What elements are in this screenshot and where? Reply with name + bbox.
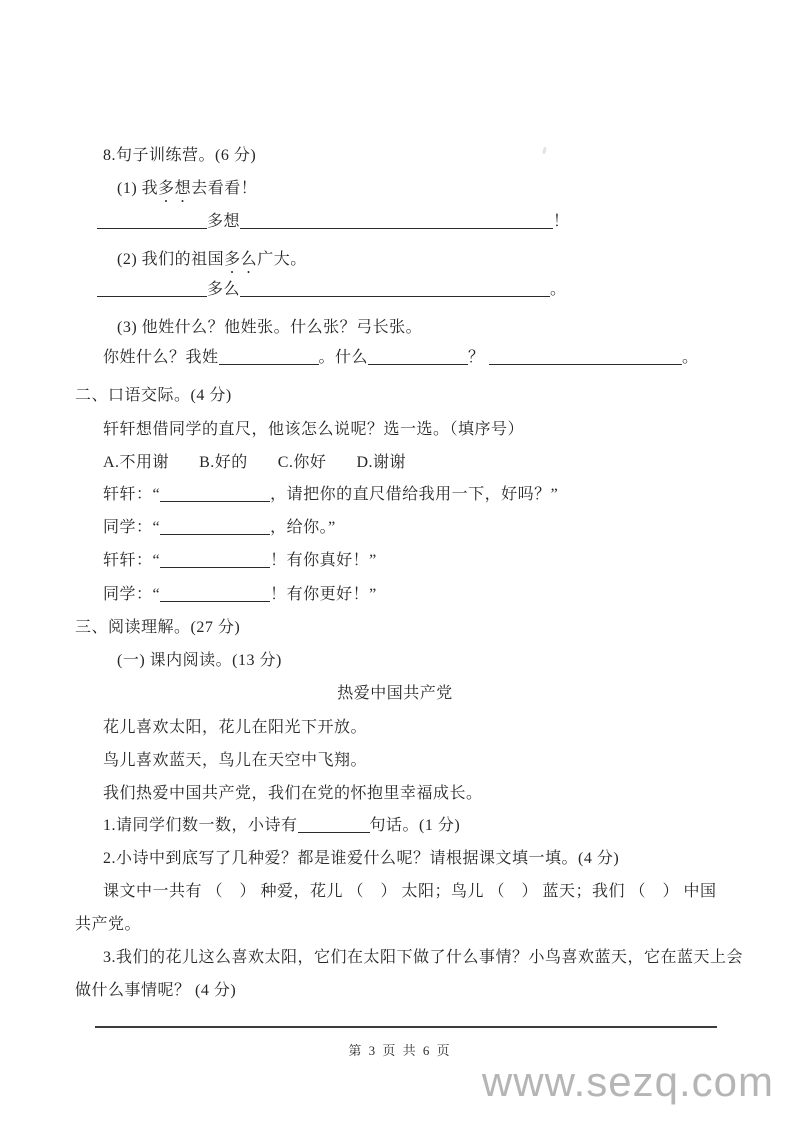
- text-segment: 课文中一共有 （ ） 种爱，花儿 （ ） 太阳；鸟儿 （ ） 蓝天；我们 （ ） 中国: [103, 883, 717, 900]
- line-sec3-sub: [117, 649, 282, 673]
- text-segment: 。: [550, 281, 567, 298]
- answer-blank: [240, 212, 553, 229]
- line-q8-3-fill: [103, 346, 699, 370]
- text-segment: (3) 他姓什么？他姓张。什么张？弓长张。: [117, 319, 423, 336]
- text-segment: 花儿喜欢太阳，花儿在阳光下开放。: [103, 719, 368, 736]
- answer-blank: [219, 348, 319, 365]
- footer-divider: [95, 1026, 717, 1028]
- text-segment: 做什么事情呢？ (4 分): [75, 982, 237, 999]
- text-segment: 1.请同学们数一数，小诗有: [103, 817, 298, 834]
- text-segment: 同学：“: [103, 586, 161, 603]
- line-q2-fill: [103, 880, 717, 904]
- text-segment: D.谢谢: [356, 454, 406, 471]
- scan-artifact-speck: [542, 147, 547, 155]
- answer-blank: [160, 585, 270, 602]
- text-segment: 鸟儿喜欢蓝天，鸟儿在天空中飞翔。: [103, 752, 368, 769]
- line-poem3: [103, 782, 483, 806]
- text-segment: ，请把你的直尺借给我用一下，好吗？”: [270, 486, 559, 503]
- text-segment: 二、口语交际。(4 分): [75, 387, 232, 404]
- text-segment: A.不用谢: [103, 454, 170, 471]
- text-segment: 。什么: [318, 349, 369, 366]
- line-poem-title: [75, 682, 715, 706]
- line-poem2: [103, 749, 367, 773]
- answer-blank: [160, 485, 270, 502]
- line-sec3-header: [75, 616, 240, 640]
- text-segment: 我们热爱中国共产党，我们在党的怀抱里幸福成长。: [103, 785, 483, 802]
- text-segment: 。: [682, 349, 699, 366]
- text-segment: 多想: [207, 213, 241, 230]
- text-segment: ！有你更好！”: [270, 586, 377, 603]
- line-d3: [103, 549, 377, 573]
- line-d4: [103, 583, 377, 607]
- text-segment: ？: [468, 349, 490, 366]
- text-segment: ，给你。”: [270, 519, 336, 536]
- line-options: [103, 451, 436, 475]
- text-segment: 句话。(1 分): [369, 817, 461, 834]
- answer-blank: [368, 348, 468, 365]
- text-segment: (一) 课内阅读。(13 分): [117, 652, 282, 669]
- line-q8-3: [117, 316, 422, 340]
- site-watermark: www.sezq.com: [481, 1058, 774, 1105]
- text-segment: 多么: [207, 281, 241, 298]
- text-segment: 多么: [224, 251, 258, 268]
- answer-blank: [97, 280, 207, 297]
- text-segment: 同学：“: [103, 519, 161, 536]
- line-poem1: [103, 716, 367, 740]
- text-segment: 多想: [158, 180, 192, 197]
- answer-blank: [240, 280, 550, 297]
- text-segment: (1) 我: [117, 180, 159, 197]
- text-segment: 2.小诗中到底写了几种爱？都是谁爱什么呢？请根据课文填一填。(4 分): [103, 850, 620, 867]
- line-q3b: [75, 979, 236, 1003]
- answer-blank: [97, 212, 207, 229]
- text-segment: 你姓什么？我姓: [103, 349, 219, 366]
- line-d1: [103, 483, 558, 507]
- text-segment: 8.句子训练营。(6 分): [103, 147, 257, 164]
- line-q8-2-fill: [97, 278, 567, 302]
- text-segment: ！: [553, 213, 570, 230]
- line-d2: [103, 516, 336, 540]
- text-segment: 共产党。: [75, 916, 142, 933]
- text-segment: 轩轩：“: [103, 486, 161, 503]
- answer-blank: [298, 816, 370, 833]
- line-q1: [103, 814, 460, 838]
- line-q8-header: [103, 144, 256, 168]
- line-q8-1-fill: [97, 210, 570, 234]
- text-segment: 广大。: [257, 251, 307, 268]
- page-number-label: 第 3 页 共 6 页: [348, 1043, 452, 1058]
- text-segment: ！有你真好！”: [270, 552, 377, 569]
- line-q2-fill2: [75, 913, 141, 937]
- line-sec2-header: [75, 384, 232, 408]
- text-segment: C.你好: [277, 454, 327, 471]
- line-q8-1: [117, 177, 257, 206]
- answer-blank: [489, 348, 682, 365]
- text-segment: B.好的: [199, 454, 248, 471]
- answer-blank: [160, 551, 270, 568]
- text-segment: 去看看！: [191, 180, 258, 197]
- line-sec2-prompt: [103, 418, 524, 442]
- line-q3a: [103, 946, 743, 970]
- text-segment: (2) 我们的祖国: [117, 251, 225, 268]
- text-segment: 热爱中国共产党: [337, 685, 453, 702]
- text-segment: 轩轩：“: [103, 552, 161, 569]
- answer-blank: [160, 518, 270, 535]
- text-segment: 轩轩想借同学的直尺，他该怎么说呢？选一选。（填序号）: [103, 421, 525, 438]
- line-q8-2: [117, 248, 307, 277]
- text-segment: 三、阅读理解。(27 分): [75, 619, 241, 636]
- line-q2: [103, 847, 619, 871]
- text-segment: 3.我们的花儿这么喜欢太阳，它们在太阳下做了什么事情？小鸟喜欢蓝天，它在蓝天上会: [103, 949, 744, 966]
